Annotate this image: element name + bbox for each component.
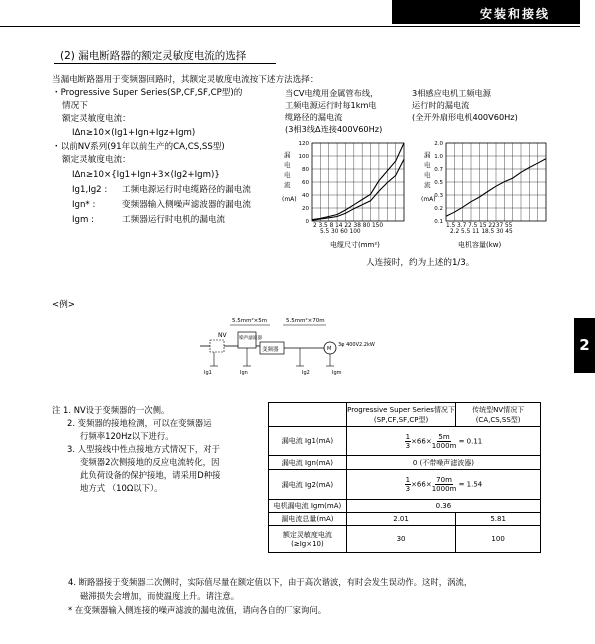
chart-right-xticks-top: 1.5 3.7 7.5 15 2237 55 xyxy=(446,223,513,229)
footer-note-4-line1: 4. 断路器接于变频器二次侧时，实际值尽量在额定值以下，由于高次谐波，有时会发生误动作。这时，涡流， xyxy=(68,577,473,587)
y-tick-label: 100 xyxy=(298,154,309,160)
note-1: 注 1. NV设于变频器的一次侧。 xyxy=(52,405,170,415)
chapter-tab: 2 xyxy=(574,318,595,373)
y-tick-label: 2.0 xyxy=(434,141,443,147)
section-underline xyxy=(54,63,276,64)
row-ig1-value: $\frac{1}{3}$ ×66× $\frac{5m}{1000m}$ = 0.11 xyxy=(346,427,540,456)
y-tick-label: 20 xyxy=(302,206,309,212)
inverter-label: 变频器 xyxy=(262,347,279,353)
y-tick-label: 0.5 xyxy=(434,180,443,186)
row-igm-label: 电机漏电流 Igm(mA) xyxy=(269,500,347,513)
def-1-text: 工频电源运行时电缆路径的漏电流 xyxy=(122,185,251,195)
row-rated-label: 额定灵敏度电流(≥Ig×10) xyxy=(269,526,347,553)
chart-right xyxy=(421,141,546,249)
notes-block xyxy=(52,404,220,495)
row-ig2-value: $\frac{1}{3}$ ×66× $\frac{70m}{1000m}$ = 1.54 xyxy=(346,470,540,500)
header-rule xyxy=(0,26,580,27)
chart-left-xticks-bottom: 5.5 30 60 100 xyxy=(320,229,361,235)
chart-left-yticks xyxy=(299,141,310,225)
cable2-label: 5.5mm²×70m xyxy=(286,318,325,324)
bullet-2-formula: IΔn≥10×{Ig1+Ign+3×(Ig2+Igm)} xyxy=(72,170,220,180)
note-3-line4: 地方式 （10Ω以下）。 xyxy=(80,483,163,493)
footer-notes xyxy=(68,575,472,617)
y-tick-label: 0 xyxy=(305,219,309,225)
bullet-1-formula: IΔn≥10×(Ig1+Ign+Igz+Igm) xyxy=(72,128,196,138)
y-tick-label: 40 xyxy=(302,193,309,199)
note-2-line1: 2. 变频器的接地检测，可以在变频器运 xyxy=(67,418,212,428)
row-ign-label: 漏电流 Ign(mA) xyxy=(269,456,347,470)
chart-right-caption-3: (全开外扇形电机400V60Hz) xyxy=(412,112,518,122)
chart-left-ylabel-2: 电 xyxy=(284,161,291,169)
def-2-symbol: Ign* : xyxy=(72,200,96,210)
table-corner xyxy=(269,403,347,427)
ig2-frac-b: $\frac{70m}{1000m}$ xyxy=(431,476,457,493)
chart-right-yunit: (mA) xyxy=(421,196,436,203)
chart-left-xlabel: 电缆尺寸(mm²) xyxy=(330,241,380,249)
chart-right-ylabel-4: 流 xyxy=(424,181,431,189)
chart-right-yticks xyxy=(434,141,443,225)
row-igm-value: 0.36 xyxy=(346,500,540,513)
example-label: <例> xyxy=(52,300,75,310)
y-tick-label: 0.7 xyxy=(434,167,443,173)
row-rated-v2: 100 xyxy=(456,526,541,553)
bullet-1-line1: ・Progressive Super Series(SP,CF,SF,CP型)的 xyxy=(52,88,243,98)
motor-label: 3φ 400V2.2kW xyxy=(338,342,375,348)
motor-letter: M xyxy=(327,346,332,352)
y-tick-label: 0.2 xyxy=(434,206,443,212)
chart-left-ylabel-3: 电 xyxy=(284,171,291,179)
ig2-frac-a: $\frac{1}{3}$ xyxy=(405,476,411,493)
chart-right-caption-2: 运行时的漏电流 xyxy=(412,100,470,110)
def-1-symbol: Ig1,Ig2 : xyxy=(72,185,108,195)
note-2-line2: 行频率120Hz以下进行。 xyxy=(80,431,174,441)
series-line-1 xyxy=(312,159,404,220)
chart-right-xlabel: 电机容量(kw) xyxy=(458,241,502,249)
def-3-symbol: Igm : xyxy=(72,215,94,225)
chart-right-caption xyxy=(412,87,518,123)
igm-label: Igm xyxy=(332,370,342,376)
intro-text: 当漏电断路器用于变频器回路时，其额定灵敏度电流按下述方法选择： xyxy=(52,75,319,85)
note-3-line2: 变频器2次侧接地的反应电流转化，因 xyxy=(80,457,220,467)
y-tick-label: 1.0 xyxy=(434,154,443,160)
ig1-label: Ig1 xyxy=(204,370,212,376)
chart-left-yunit: (mA) xyxy=(282,196,297,203)
bullet-2-line2: 额定灵敏度电流： xyxy=(62,155,131,165)
chart-right-ylabel-1: 漏 xyxy=(424,151,431,159)
nv-label: NV xyxy=(218,332,227,339)
row-ig2-label: 漏电流 Ig2(mA) xyxy=(269,470,347,500)
footer-note-star: * 在变频器输入侧连接的噪声滤波的漏电流值，请向各自的厂家询问。 xyxy=(68,605,327,615)
chart-left-caption-4: (3相3线Δ连接400V60Hz) xyxy=(285,124,383,134)
section-title: (2) 漏电断路器的额定灵敏度电流的选择 xyxy=(60,50,247,62)
chart-left-ylabel-1: 漏 xyxy=(284,151,291,159)
row-total-label: 漏电流总量(mA) xyxy=(269,513,347,526)
cable1-label: 5.5mm²×5m xyxy=(232,318,268,324)
def-3-text: 工频器运行时电机的漏电流 xyxy=(122,215,226,225)
ig1-frac-b: $\frac{5m}{1000m}$ xyxy=(431,432,457,450)
bullet-1-line3: 额定灵敏度电流： xyxy=(62,114,131,124)
table-header-1: Progressive Super Series情况下(SP,CF,SF,CP型) xyxy=(346,403,455,427)
chart-left-caption xyxy=(285,87,382,135)
chart-right-ylabel-3: 电 xyxy=(424,171,431,179)
chart-right-grid xyxy=(446,143,546,221)
chart-left-xticks-top: 2 3.5 8 14 22 38 80 150 xyxy=(313,223,384,229)
y-tick-label: 0.3 xyxy=(434,193,443,199)
def-2-text: 变频器输入侧噪声滤波器的漏电流 xyxy=(122,200,251,210)
y-tick-label: 60 xyxy=(302,180,309,186)
row-ig1-label: 漏电流 Ig1(mA) xyxy=(269,427,347,456)
header-title: 安装和接线 xyxy=(479,7,550,21)
chart-left-caption-3: 缆路径的漏电流 xyxy=(285,112,343,122)
row-ign-value: 0 (不带噪声滤波器) xyxy=(346,456,540,470)
leakage-table xyxy=(268,402,541,553)
y-tick-label: 80 xyxy=(302,167,309,173)
y-tick-label: 0.1 xyxy=(434,219,443,225)
nv-breaker xyxy=(210,340,224,352)
row-total-v1: 2.01 xyxy=(346,513,455,526)
chart-right-caption-1: 3相感应电机工频电源 xyxy=(412,88,491,98)
ig1-frac-a: $\frac{1}{3}$ xyxy=(405,432,411,450)
note-3-line1: 3. 人型接线中性点接地方式情况下，对于 xyxy=(67,444,221,454)
charts-svg xyxy=(278,135,578,255)
chart-right-ylabel-2: 电 xyxy=(424,161,431,169)
y-tick-label: 120 xyxy=(298,141,309,147)
bullet-2-line1: ・以前NV系列(91年以前生产的CA,CS,SS型) xyxy=(52,142,225,152)
table-header-2: 传统型NV情况下(CA,CS,SS型) xyxy=(456,403,541,427)
circuit-diagram xyxy=(190,310,380,378)
footer-note-4-line2: 磁滞损失会增加，而使温度上升。请注意。 xyxy=(80,591,240,601)
note-3-line3: 此负荷设备的保护接地，请采用D种接 xyxy=(80,470,221,480)
series-line-0 xyxy=(312,143,404,220)
chart-right-xticks-bottom: 2.2 5.5 11 18.5 30 45 xyxy=(450,229,513,235)
ign-label: Ign xyxy=(240,370,248,376)
chart-left-plot xyxy=(312,143,404,220)
chart-left xyxy=(282,141,404,249)
header-band xyxy=(392,0,580,24)
chart-left-ylabel-4: 流 xyxy=(284,181,291,189)
bullet-1-line2: 情况下 xyxy=(62,101,88,111)
chart-left-caption-1: 当CV电缆用金属管布线， xyxy=(285,88,379,98)
chart-left-grid xyxy=(312,143,404,221)
delta-note: 人连接时，约为上述的1/3。 xyxy=(366,258,475,268)
chart-left-caption-2: 工频电源运行时每1km电 xyxy=(285,100,377,110)
row-total-v2: 5.81 xyxy=(456,513,541,526)
row-rated-v1: 30 xyxy=(346,526,455,553)
noise-filter-label: 噪声滤波器 xyxy=(239,336,262,341)
ig2-label: Ig2 xyxy=(302,370,310,376)
